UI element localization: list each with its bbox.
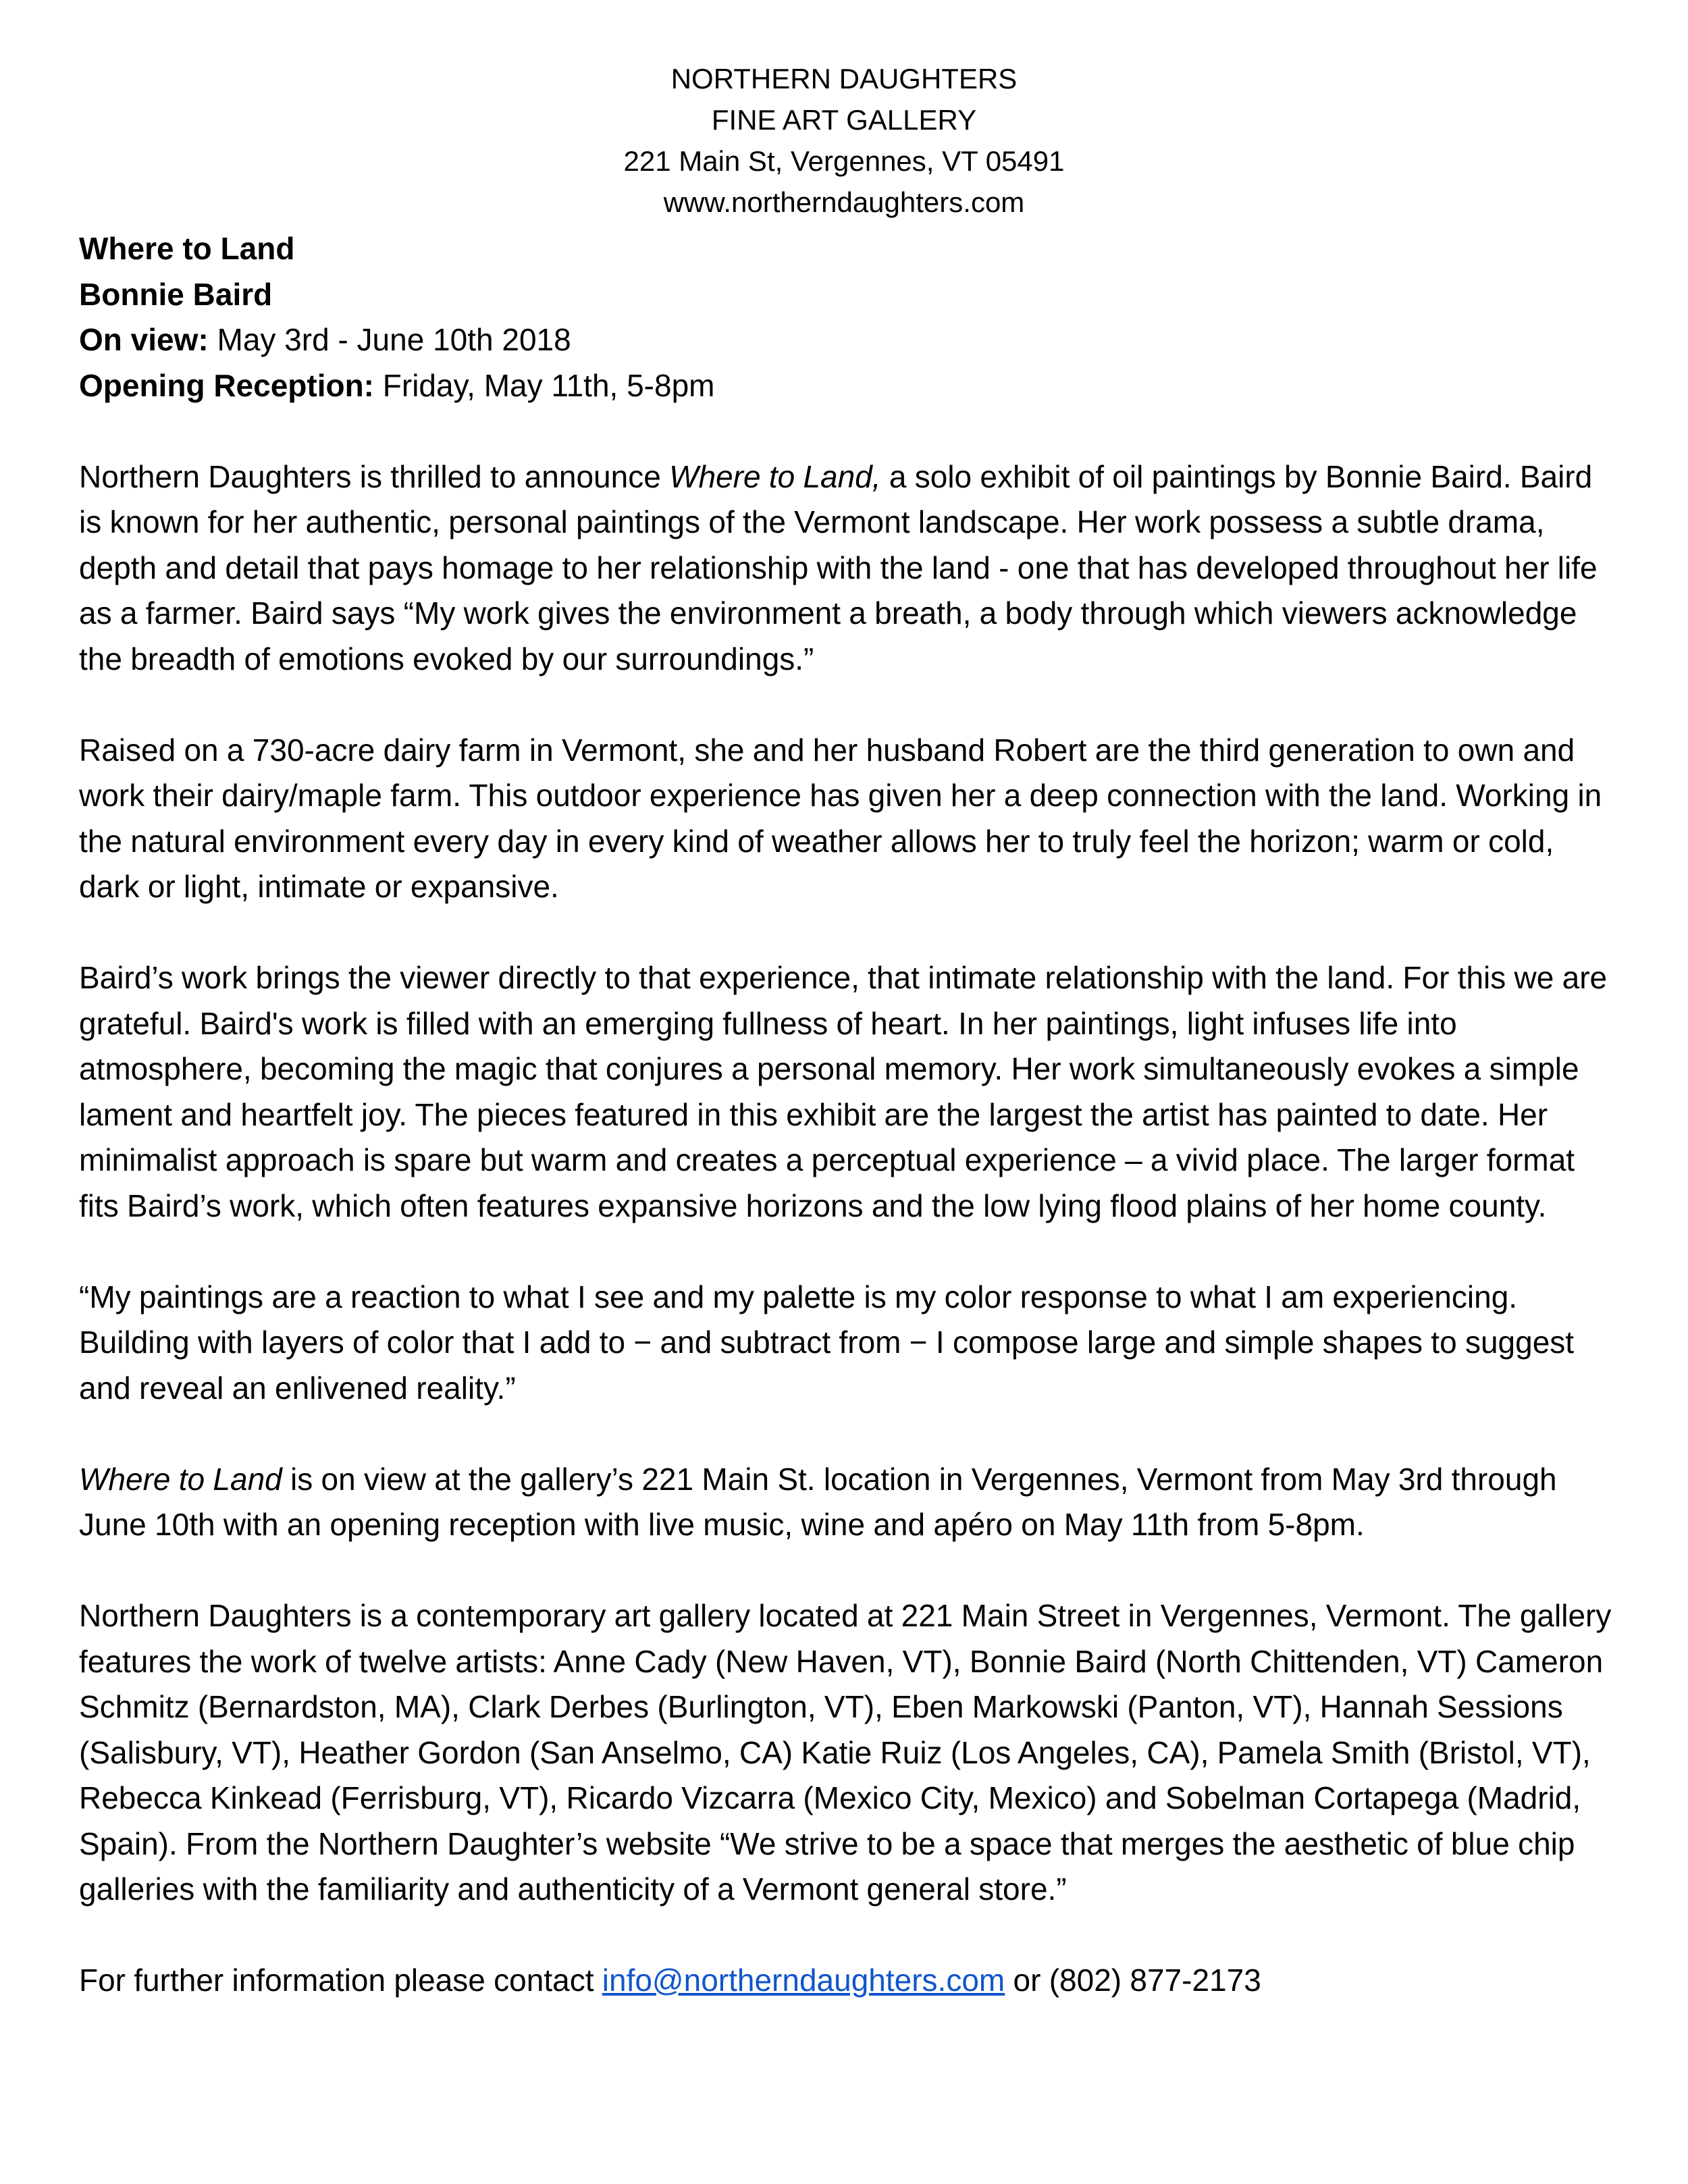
artist-quote-paragraph: “My paintings are a reaction to what I see and my palette is my color response to what I am experiencing. Building with layers of color that I add to − and subtract from − I compose large and simple shapes to suggest and reveal an enlivened reality.” bbox=[79, 1279, 1575, 1406]
gallery-name: NORTHERN DAUGHTERS bbox=[670, 63, 1018, 95]
letterhead bbox=[0, 58, 1688, 223]
work-description-paragraph: Baird’s work brings the viewer directly to that experience, that intimate relationship with the land. For this we are grateful. Baird's work is filled with an emerging fullness of heart. In her paintings, light infuses life into atmosphere, becoming the magic that conjures a personal memory. Her work simultaneously evokes a simple lament and heartfelt joy. The pieces featured in this exhibit are the largest the artist has painted to date. Her minimalist approach is spare but warm and creates a perceptual experience – a vivid place. The larger format fits Baird’s work, which often features expansive horizons and the low lying flood plains of her home county. bbox=[79, 960, 1608, 1223]
gallery-address: 221 Main St, Vergennes, VT 05491 bbox=[623, 145, 1065, 177]
on-view-line bbox=[79, 317, 1612, 363]
body-content bbox=[79, 226, 1612, 2004]
reception-label: Opening Reception: bbox=[79, 367, 374, 403]
event-details-paragraph: Where to Land is on view at the gallery’s 221 Main St. location in Vergennes, Vermont from May 3rd through June 10th with an opening reception with live music, wine and apéro on May 11th from 5-8pm. bbox=[79, 1461, 1557, 1542]
gallery-website: www.northerndaughters.com bbox=[663, 186, 1025, 218]
contact-line: For further information please contact info@northerndaughters.com or (802) 877-2173 bbox=[79, 1963, 1261, 1998]
intro-paragraph: Northern Daughters is thrilled to announce Where to Land, a solo exhibit of oil paintings by Bonnie Baird. Baird is known for her authentic, personal paintings of the Vermont landscape. Her work possess a subtle drama, depth and detail that pays homage to her relationship with the land - one that has developed throughout her life as a farmer. Baird says “My work gives the environment a breath, a body through which viewers acknowledge the breadth of emotions evoked by our surroundings.” bbox=[79, 458, 1598, 676]
gallery-type: FINE ART GALLERY bbox=[711, 104, 977, 136]
on-view-label: On view: bbox=[79, 322, 209, 357]
exhibit-artist: Bonnie Baird bbox=[79, 276, 273, 312]
exhibit-title-inline-2: Where to Land bbox=[79, 1461, 282, 1497]
exhibit-info bbox=[79, 226, 1612, 408]
contact-phone: (802) 877-2173 bbox=[1049, 1963, 1261, 1998]
on-view-dates: May 3rd - June 10th 2018 bbox=[208, 322, 571, 357]
exhibit-title: Where to Land bbox=[79, 231, 295, 266]
exhibit-title-inline: Where to Land, bbox=[669, 458, 881, 494]
background-paragraph: Raised on a 730-acre dairy farm in Vermont, she and her husband Robert are the third generation to own and work their dairy/maple farm. This outdoor experience has given her a deep connection with the land. Working in the natural environment every day in every kind of weather allows her to truly feel the horizon; warm or cold, dark or light, intimate or expansive. bbox=[79, 732, 1602, 904]
reception-details: Friday, May 11th, 5-8pm bbox=[374, 367, 715, 403]
gallery-about-paragraph: Northern Daughters is a contemporary art gallery located at 221 Main Street in Vergennes, Vermont. The gallery features the work of twelve artists: Anne Cady (New Haven, VT), Bonnie Baird (North Chittenden, VT) Cameron Schmitz (Bernardston, MA), Clark Derbes (Burlington, VT), Eben Markowski (Panton, VT), Hannah Sessions (Salisbury, VT), Heather Gordon (San Anselmo, CA) Katie Ruiz (Los Angeles, CA), Pamela Smith (Bristol, VT), Rebecca Kinkead (Ferrisburg, VT), Ricardo Vizcarra (Mexico City, Mexico) and Sobelman Cortapega (Madrid, Spain). From the Northern Daughter’s website “We strive to be a space that merges the aesthetic of blue chip galleries with the familiarity and authenticity of a Vermont general store.” bbox=[79, 1598, 1612, 1907]
reception-line bbox=[79, 363, 1612, 409]
contact-email-link[interactable]: info@northerndaughters.com bbox=[602, 1963, 1005, 1998]
